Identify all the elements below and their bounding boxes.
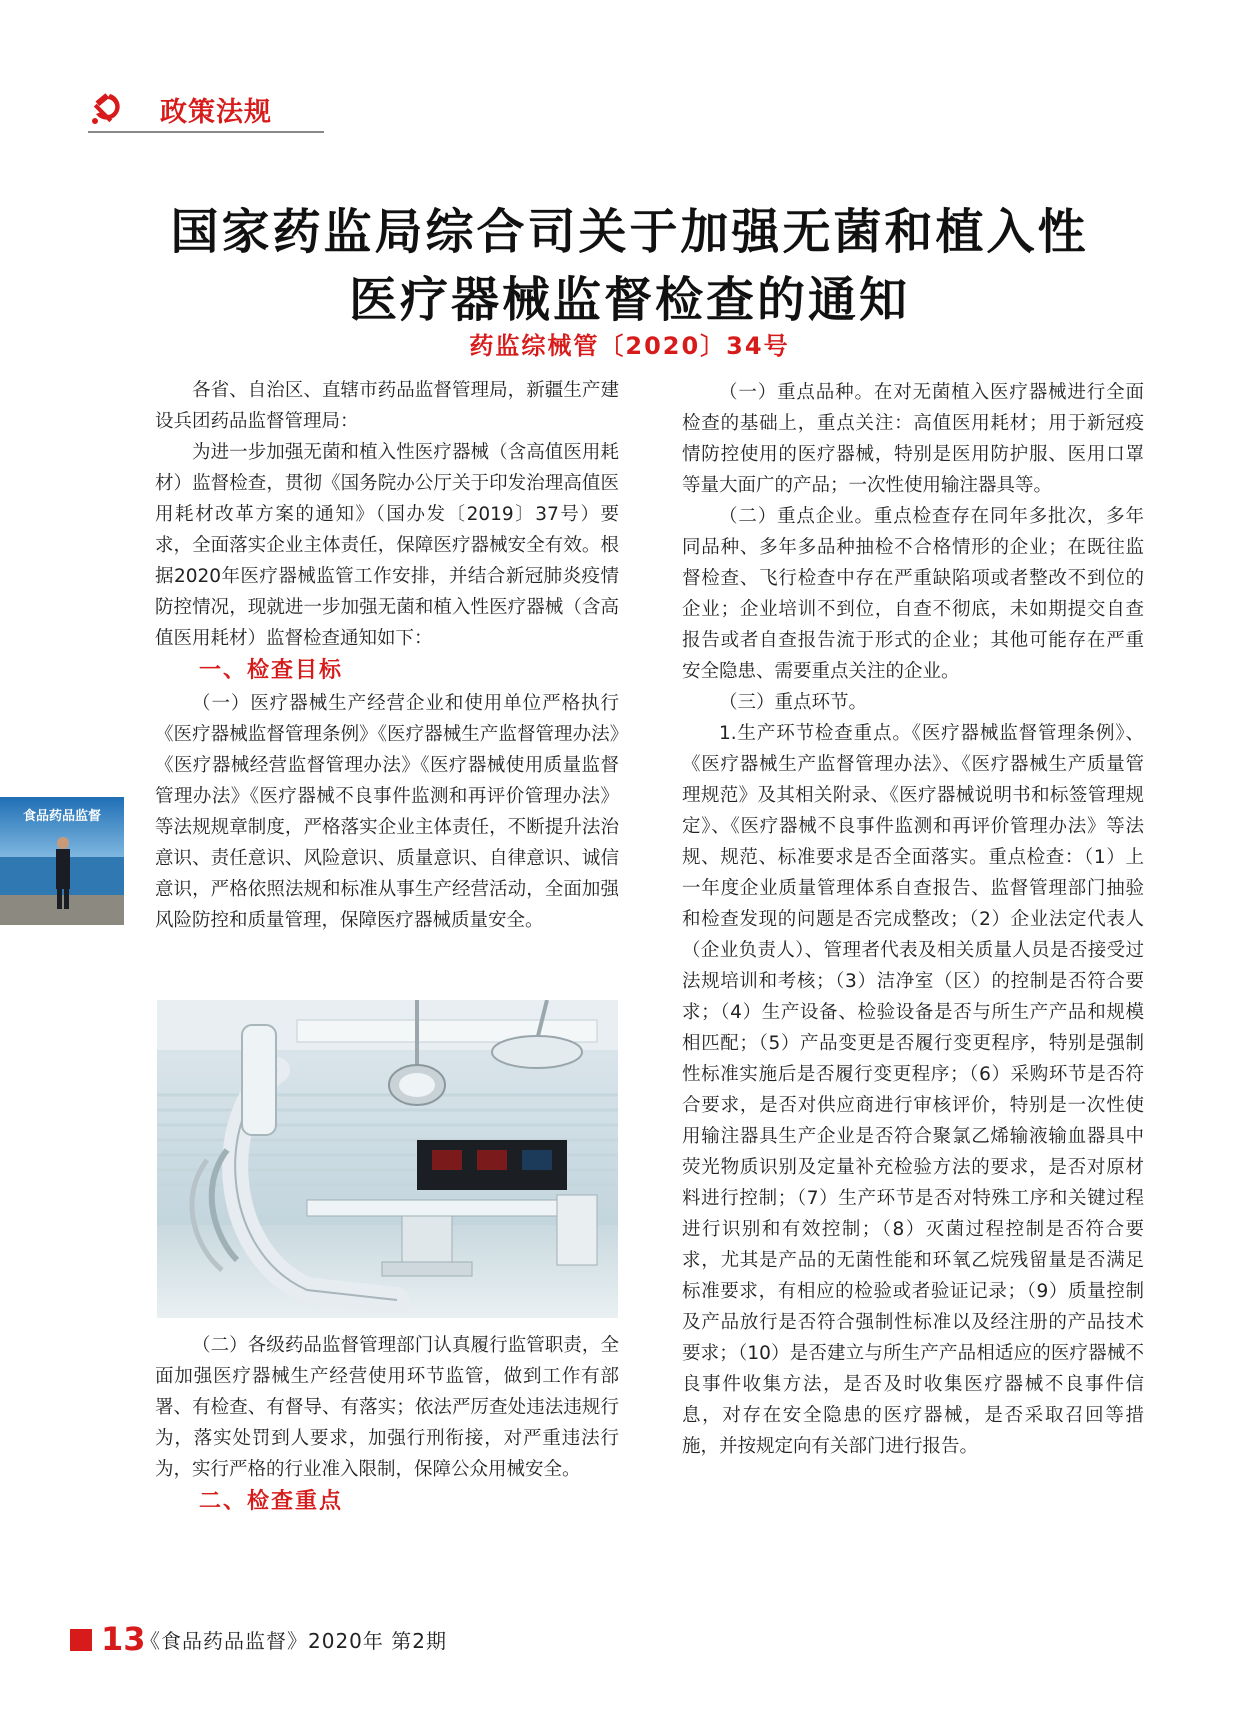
focus-stages-paragraph: （三）重点环节。	[719, 692, 868, 713]
side-tab-label: 食品药品监督	[22, 809, 101, 824]
right-column	[682, 377, 1144, 1462]
header-rule	[88, 131, 324, 133]
journal-issue: 《食品药品监督》2020年 第2期	[140, 1629, 447, 1653]
production-stage-paragraph: 1.生产环节检查重点。《医疗器械监督管理条例》、《医疗器械生产监督管理办法》、《医疗器械生产质量管理规范》及其相关附录、《医疗器械说明书和标签管理规定》、《医疗器械不良事件监测和再评价管理办法》等法规、规范、标准要求是否全面落实。重点检查：（1）上一年度企业质量管理体系自查报告、监督管理部门抽验和检查发现的问题是否完成整改；（2）企业法定代表人（企业负责人）、管理者代表及相关质量人员是否接受过法规培训和考核；（3）洁净室（区）的控制是否符合要求；（4）生产设备、检验设备是否与所生产产品和规模相匹配；（5）产品变更是否履行变更程序，特别是强制性标准实施后是否履行变更程序；（6）采购环节是否符合要求，是否对供应商进行审核评价，特别是一次性使用输注器具生产企业是否符合聚氯乙烯输液输血器具中荧光物质识别及定量补充检验方法的要求，是否对原材料进行控制；（7）生产环节是否对特殊工序和关键过程进行识别和有效控制；（8）灭菌过程控制是否符合要求，尤其是产品的无菌性能和环氧乙烷残留量是否满足标准要求，有相应的检验或者验证记录；（9）质量控制及产品放行是否符合强制性标准以及经注册的产品技术要求；（10）是否建立与所生产产品相适应的医疗器械不良事件收集方法，是否及时收集医疗器械不良事件信息，对存在安全隐患的医疗器械，是否采取召回等措施，并按规定向有关部门进行报告。	[682, 723, 1144, 1457]
left-column-top	[155, 375, 619, 936]
side-tab	[0, 797, 124, 925]
salutation: 各省、自治区、直辖市药品监督管理局，新疆生产建设兵团药品监督管理局：	[155, 380, 619, 432]
hammer-sickle-icon	[88, 88, 128, 128]
document-number: 药监综械管〔2020〕34号	[469, 332, 790, 360]
page-title-line-1: 国家药监局综合司关于加强无菌和植入性	[170, 204, 1089, 260]
goals-paragraph-1: （一）医疗器械生产经营企业和使用单位严格执行《医疗器械监督管理条例》《医疗器械生产监督管理办法》《医疗器械经营监督管理办法》《医疗器械使用质量监督管理办法》《医疗器械不良事件监测和再评价管理办法》等法规规章制度，严格落实企业主体责任，不断提升法治意识、责任意识、风险意识、质量意识、自律意识、诚信意识，严格依照法规和标准从事生产经营活动，全面加强风险防控和质量管理，保障医疗器械质量安全。	[155, 693, 619, 931]
footer-marker	[70, 1629, 92, 1651]
page-number: 13	[101, 1620, 146, 1658]
section-title: 政策法规	[160, 97, 272, 128]
heading-inspection-focus: 二、检查重点	[199, 1489, 344, 1514]
intro-paragraph: 为进一步加强无菌和植入性医疗器械（含高值医用耗材）监督检查，贯彻《国务院办公厅关于印发治理高值医用耗材改革方案的通知》（国办发〔2019〕37号）要求，全面落实企业主体责任，保障医疗器械安全有效。根据2020年医疗器械监管工作安排，并结合新冠肺炎疫情防控情况，现就进一步加强无菌和植入性医疗器械（含高值医用耗材）监督检查通知如下：	[155, 442, 619, 649]
heading-inspection-goals: 一、检查目标	[199, 658, 344, 683]
left-column-bottom	[155, 1330, 619, 1519]
goals-paragraph-2: （二）各级药品监督管理部门认真履行监管职责，全面加强医疗器械生产经营使用环节监管，做到工作有部署、有检查、有督导、有落实；依法严厉查处违法违规行为，落实处罚到人要求，加强行刑衔接，对严重违法行为，实行严格的行业准入限制，保障公众用械安全。	[155, 1335, 619, 1480]
focus-enterprises-paragraph: （二）重点企业。重点检查存在同年多批次，多年同品种、多年多品种抽检不合格情形的企业；在既往监督检查、飞行检查中存在严重缺陷项或者整改不到位的企业；企业培训不到位，自查不彻底，未如期提交自查报告或者自查报告流于形式的企业；其他可能存在严重安全隐患、需要重点关注的企业。	[682, 506, 1144, 682]
focus-products-paragraph: （一）重点品种。在对无菌植入医疗器械进行全面检查的基础上，重点关注：高值医用耗材；用于新冠疫情防控使用的医疗器械，特别是医用防护服、医用口罩等量大面广的产品；一次性使用输注器具等。	[682, 382, 1144, 496]
page-title-line-2: 医疗器械监督检查的通知	[348, 272, 910, 328]
section-header	[88, 86, 324, 130]
operating-room-illustration	[157, 1000, 618, 1318]
